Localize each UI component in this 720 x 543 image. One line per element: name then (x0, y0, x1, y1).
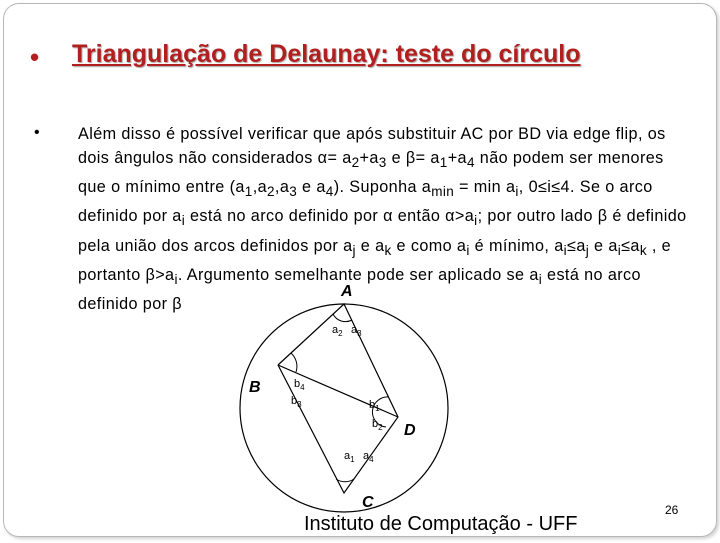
angle-label-b2: $b_2$ (372, 418, 383, 432)
slide-title: Triangulação de Delaunay: teste do círculo (72, 40, 581, 68)
angle-label-a2: $a_2$ (332, 324, 343, 338)
body-paragraph: Além disso é possível verificar que após substituir AC por BD via edge flip, os dois ângulos não considerados $\alpha= a_2+a_3$ e $\beta= a_1+a_4$ não podem ser menores que o mínimo entre ($a_1,a_2,a_3$ e $a_4$). Suponha $a_{min} = \min a_i$, 0≤i≤4. Se o arco definido por $a_i$ está no arco definido por α então $\alpha>a_i$; por outro lado β é definido pela união dos arcos definidos por $a_j$ e $a_k$ e como $a_i$ é mínimo, $a_i\le a_j$ e $a_i\le a_k$ , e portanto $\beta>a_i$. Argumento semelhante pode ser aplicado se $a_i$ está no arco definido por β (78, 125, 687, 314)
vertex-label-d: D (404, 422, 416, 439)
body-bullet: • (34, 124, 40, 141)
angle-label-a1: $a_1$ (344, 450, 355, 464)
footer-institution: Instituto de Computação - UFF (304, 513, 578, 535)
angle-label-a3: $a_3$ (351, 324, 362, 338)
angle-arc-at-b (291, 353, 297, 372)
vertex-label-a: A (341, 283, 353, 300)
slide (3, 3, 717, 537)
angle-label-b3: $b_3$ (291, 395, 302, 409)
circumcircle (240, 304, 448, 512)
diagonal-bd (278, 365, 398, 417)
page-number: 26 (665, 503, 679, 517)
angle-arc-at-c (336, 479, 354, 482)
angle-label-b1: $b_1$ (369, 399, 380, 413)
vertex-label-b: B (249, 379, 261, 396)
angle-label-a4: $a_4$ (363, 450, 374, 464)
delaunay-circle-diagram (4, 4, 716, 536)
vertex-label-c: C (362, 494, 374, 511)
title-bullet: • (30, 42, 40, 72)
angle-label-b4: $b_4$ (294, 378, 305, 392)
